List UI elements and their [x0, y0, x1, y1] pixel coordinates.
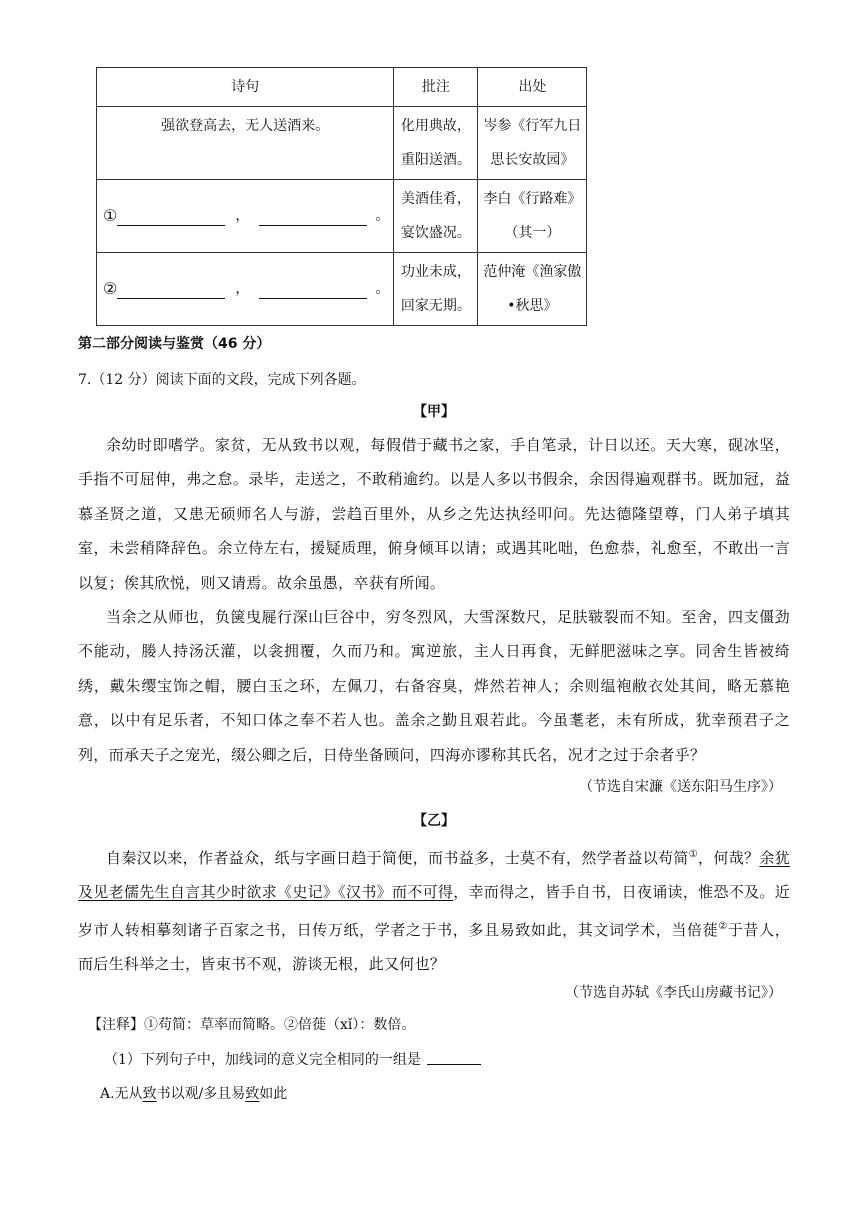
question-7: 7.（12 分）阅读下面的文段，完成下列各题。 — [78, 372, 366, 388]
answer-blank[interactable] — [117, 207, 225, 226]
answer-blank[interactable] — [259, 280, 367, 299]
footnote-1-marker: ① — [688, 849, 699, 860]
fill-blank-cell — [97, 180, 394, 253]
option-a-text: 如此 — [259, 1086, 288, 1102]
source: 李白《行路难》（其一） — [478, 180, 587, 253]
comma: ， — [235, 208, 250, 224]
option-a-text: 书以观/多且易 — [156, 1086, 246, 1102]
passage-jia-para-2: 当余之从师也，负箧曳屣行深山巨谷中，穷冬烈风，大雪深数尺，足肤皲裂而不知。至舍，四支僵劲不能动，媵人持汤沃灌，以衾拥覆，久而乃和。寓逆旅，主人日再食，无鲜肥滋味之享。同舍生皆被绮绣，戴朱缨宝饰之帽，腰白玉之环，左佩刀，右备容臭，烨然若神人；余则缊袍敝衣处其间，略无慕艳意，以中有足乐者，不知口体之奉不若人也。盖余之勤且艰若此。今虽耄老，未有所成，犹幸预君子之列，而承天子之宠光，缀公卿之后，日侍坐备顾问，四海亦谬称其氏名，况才之过于余者乎？ — [78, 608, 790, 764]
underlined-sentence: 余犹及见老儒先生自言其少时欲求《史记》《汉书》而不可得 — [78, 849, 791, 902]
poem-table — [96, 67, 587, 326]
section-title: 第二部分阅读与鉴赏（46 分） — [78, 336, 271, 352]
footnote-2-marker: ② — [718, 920, 728, 932]
annotation: 功业未成，回家无期。 — [394, 253, 478, 326]
sub-question-1-text: （1）下列句子中，加线词的意义完全相同的一组是 — [104, 1052, 421, 1068]
passage-jia-label: 【甲】 — [413, 404, 455, 420]
marker-2: ② — [103, 279, 118, 298]
passage-jia-source: （节选自宋濂《送东阳马生序》） — [579, 779, 782, 795]
fill-blank-cell — [97, 253, 394, 326]
yi-text-b: ，何哉？ — [698, 849, 760, 867]
header-annotation: 批注 — [394, 68, 478, 107]
period: 。 — [375, 208, 390, 224]
annotation: 美酒佳肴，宴饮盛况。 — [394, 180, 478, 253]
marked-word: 致 — [142, 1086, 157, 1102]
comma: ， — [235, 281, 250, 297]
header-source: 出处 — [478, 68, 587, 107]
table-row — [97, 180, 587, 253]
period: 。 — [375, 281, 390, 297]
yi-text-a: 自秦汉以来，作者益众，纸与字画日趋于简便，而书益多，士莫不有，然学者益以苟简 — [106, 849, 689, 867]
marker-1: ① — [103, 206, 118, 225]
answer-blank[interactable] — [117, 280, 225, 299]
answer-blank[interactable] — [427, 1050, 481, 1065]
passage-yi-para — [78, 838, 790, 982]
table-header-row — [97, 68, 587, 107]
yi-text-d: 于昔人，而后生科举之士，皆束书不观，游谈无根，此又何也？ — [78, 920, 791, 974]
source: 岑参《行军九日思长安故园》 — [478, 107, 587, 180]
passage-jia-para-1: 余幼时即嗜学。家贫，无从致书以观，每假借于藏书之家，手自笔录，计日以还。天大寒，砚冰坚，手指不可屈伸，弗之怠。录毕，走送之，不敢稍逾约。以是人多以书假余，余因得遍观群书。既加冠，益慕圣贤之道，又患无硕师名人与游，尝趋百里外，从乡之先达执经叩问。先达德隆望尊，门人弟子填其室，未尝稍降辞色。余立侍左右，援疑质理，俯身倾耳以请；或遇其叱咄，色愈恭，礼愈至，不敢出一言以复；俟其欣悦，则又请焉。故余虽愚，卒获有所闻。 — [78, 436, 790, 592]
option-a-text: A.无从 — [100, 1086, 143, 1102]
marked-word: 致 — [245, 1086, 260, 1102]
table-row — [97, 107, 587, 180]
source: 范仲淹《渔家傲•秋思》 — [478, 253, 587, 326]
header-poem-line: 诗句 — [97, 68, 394, 107]
table-row — [97, 253, 587, 326]
option-a — [100, 1083, 287, 1103]
answer-blank[interactable] — [259, 207, 367, 226]
passage-yi-label: 【乙】 — [413, 813, 455, 829]
passage-yi-source: （节选自苏轼《李氏山房藏书记》） — [565, 985, 782, 1001]
annotation: 化用典故，重阳送酒。 — [394, 107, 478, 180]
yi-text-c: ，幸而得之，皆手自书，日夜诵读，惟恐不及。近岁市人转相摹刻诸子百家之书，日传万纸，学者之于书，多且易致如此，其文词学术，当倍蓰 — [78, 883, 790, 939]
poem-line: 强欲登高去，无人送酒来。 — [97, 107, 394, 180]
annotation-note: 【注释】①苟简：草率而简略。②倍蓰（xǐ）：数倍。 — [88, 1017, 416, 1033]
sub-question-1 — [104, 1049, 481, 1069]
